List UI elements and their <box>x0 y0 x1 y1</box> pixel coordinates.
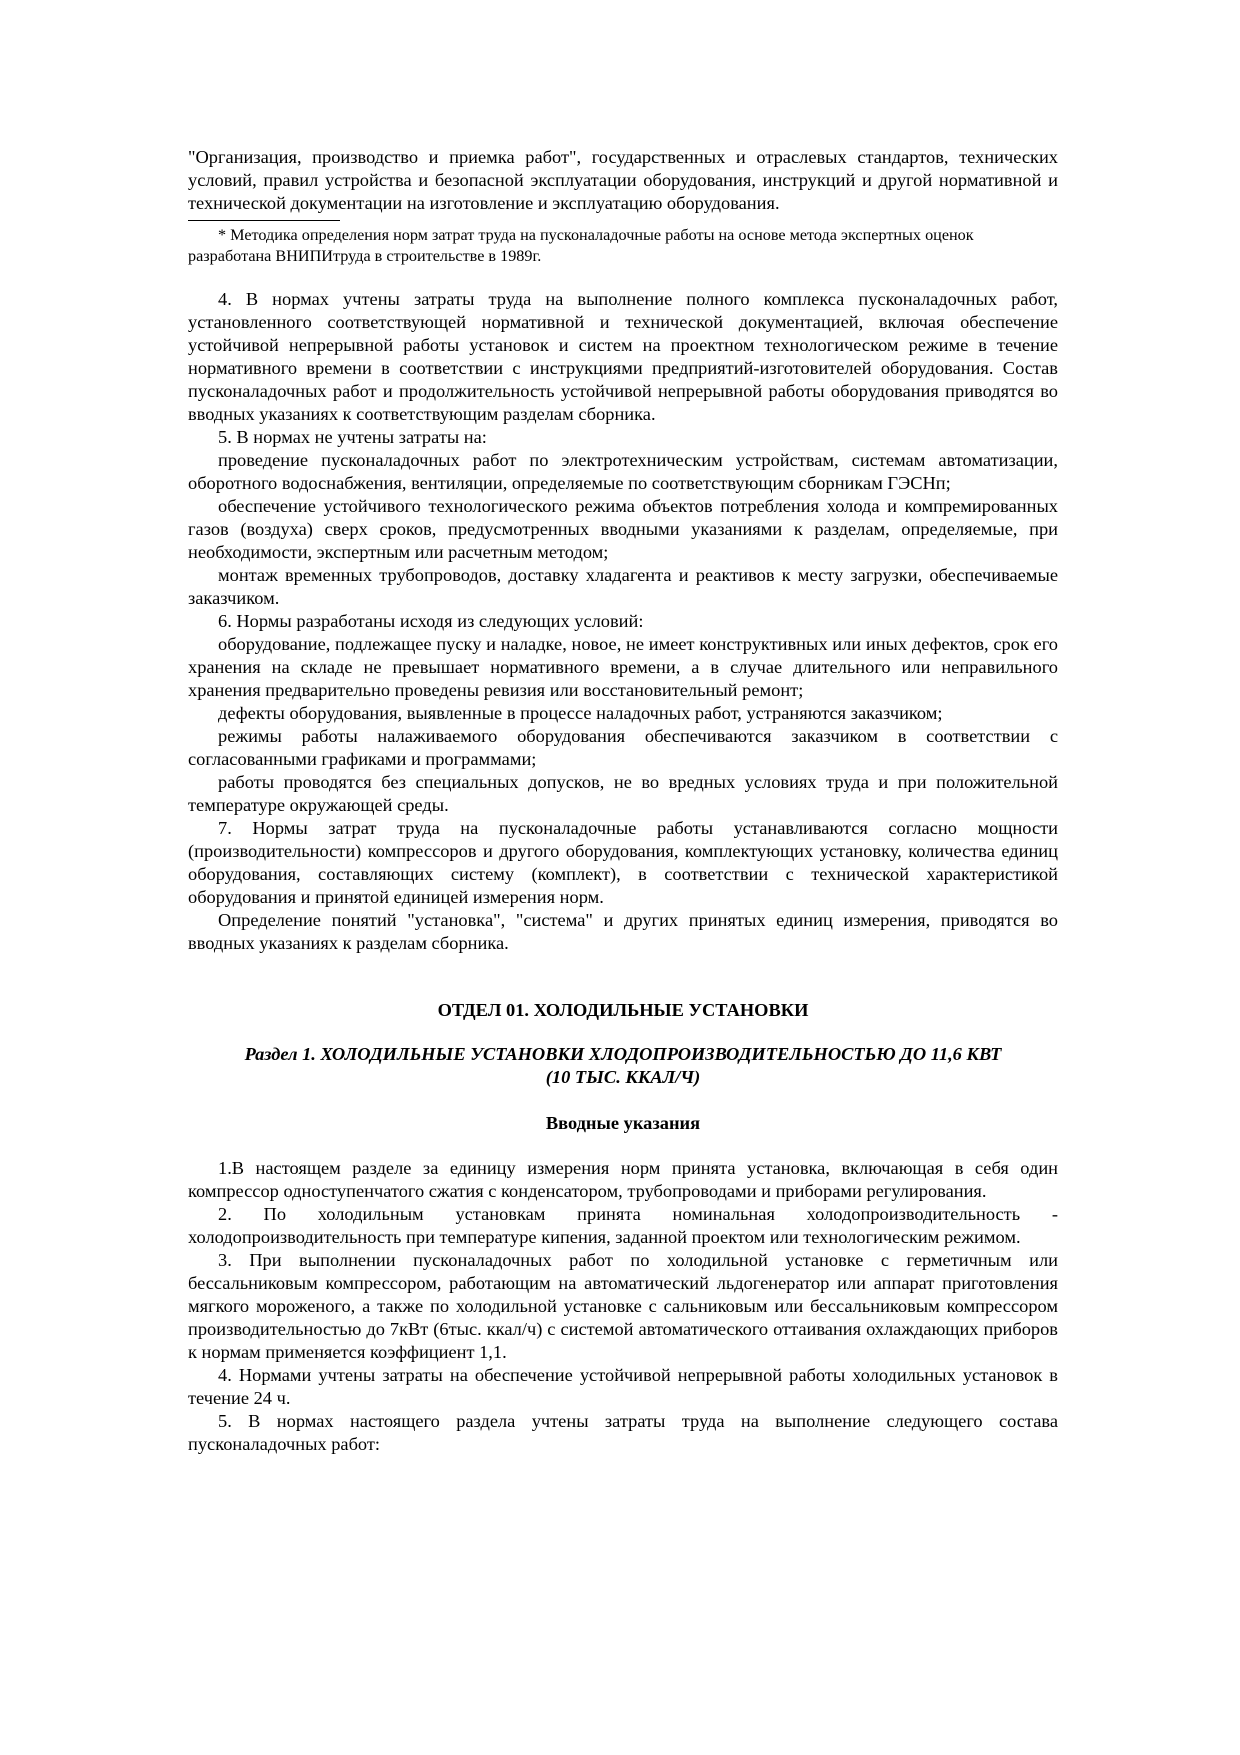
intro-paragraph: 4. Нормами учтены затраты на обеспечение устойчивой непрерывной работы холодильных установок в течение 24 ч. <box>188 1365 1058 1408</box>
list-item: монтаж временных трубопроводов, доставку хладагента и реактивов к месту загрузки, обеспечиваемые заказчиком. <box>188 565 1058 608</box>
intro-paragraph: 5. В нормах настоящего раздела учтены затраты труда на выполнение следующего состава пусконаладочных работ: <box>188 1411 1058 1454</box>
paragraph-norms-basis: 7. Нормы затрат труда на пусконаладочные работы устанавливаются согласно мощности (производительности) компрессоров и другого оборудования, комплектующих установку, количества единиц оборудования, составляющих систему (комплект), в соответствии с технической характеристикой оборудования и принятой единицей измерения норм. <box>188 818 1058 907</box>
footnote: * Методика определения норм затрат труда на пусконаладочные работы на основе метода экспертных оценок разработана ВНИПИтруда в строительстве в 1989г. <box>188 226 974 265</box>
list-item: оборудование, подлежащее пуску и наладке, новое, не имеет конструктивных или иных дефектов, срок его хранения на складе не превышает нормативного времени, а в случае длительного или неправильного хранения предварительно проведены ревизия или восстановительный ремонт; <box>188 634 1058 700</box>
list-item: проведение пусконаладочных работ по электротехническим устройствам, системам автоматизации, оборотного водоснабжения, вентиляции, определяемые по соответствующим сборникам ГЭСНп; <box>188 450 1058 493</box>
footnote-separator <box>188 220 340 221</box>
subsection-title <box>188 1043 1058 1089</box>
paragraph-norms-exclude: 5. В нормах не учтены затраты на: <box>218 427 487 447</box>
subsection-title-line: (10 ТЫС. ККАЛ/Ч) <box>545 1067 701 1087</box>
document-page <box>188 146 1058 1456</box>
continuation-paragraph: "Организация, производство и приемка работ", государственных и отраслевых стандартов, технических условий, правил устройства и безопасной эксплуатации оборудования, инструкций и другой нормативной и технической документации на изготовление и эксплуатацию оборудования. <box>188 147 1058 213</box>
list-item: дефекты оборудования, выявленные в процессе наладочных работ, устраняются заказчиком; <box>218 703 943 723</box>
list-item: обеспечение устойчивого технологического режима объектов потребления холода и компремированных газов (воздуха) сверх сроков, предусмотренных вводными указаниями к разделам, определяемые, при необходимости, экспертным или расчетным методом; <box>188 496 1058 562</box>
paragraph-conditions: 6. Нормы разработаны исходя из следующих условий: <box>218 611 644 631</box>
list-item: работы проводятся без специальных допусков, не во вредных условиях труда и при положительной температуре окружающей среды. <box>188 772 1058 815</box>
list-item: режимы работы налаживаемого оборудования обеспечиваются заказчиком в соответствии с согласованными графиками и программами; <box>188 726 1058 769</box>
intro-paragraph: 3. При выполнении пусконаладочных работ по холодильной установке с герметичным или бессальниковым компрессором, работающим на автоматический льдогенератор или аппарат приготовления мягкого мороженого, а также по холодильной установке с сальниковым или бессальниковым компрессором производительностью до 7кВт (6тыс. ккал/ч) с системой автоматического оттаивания охлаждающих приборов к нормам применяется коэффициент 1,1. <box>188 1250 1058 1362</box>
paragraph-definitions: Определение понятий "установка", "система" и других принятых единиц измерения, приводятся во вводных указаниях к разделам сборника. <box>188 910 1058 953</box>
intro-paragraph: 2. По холодильным установкам принята номинальная холодопроизводительность - холодопроизводительность при температуре кипения, заданной проектом или технологическим режимом. <box>188 1204 1058 1247</box>
section-title: ОТДЕЛ 01. ХОЛОДИЛЬНЫЕ УСТАНОВКИ <box>437 1000 809 1020</box>
subsection-title-line: Раздел 1. ХОЛОДИЛЬНЫЕ УСТАНОВКИ ХЛОДОПРОИЗВОДИТЕЛЬНОСТЬЮ ДО 11,6 КВТ <box>244 1044 1002 1064</box>
paragraph-norms-include: 4. В нормах учтены затраты труда на выполнение полного комплекса пусконаладочных работ, установленного соответствующей нормативной и технической документацией, включая обеспечение устойчивой непрерывной работы установок и систем на проектном технологическом режиме в течение нормативного времени в соответствии с инструкциями предприятий-изготовителей оборудования. Состав пусконаладочных работ и продолжительность устойчивой непрерывной работы оборудования приводятся во вводных указаниях к соответствующим разделам сборника. <box>188 289 1058 424</box>
intro-paragraph: 1.В настоящем разделе за единицу измерения норм принята установка, включающая в себя один компрессор одноступенчатого сжатия с конденсатором, трубопроводами и приборами регулирования. <box>188 1158 1058 1201</box>
intro-title: Вводные указания <box>545 1113 701 1133</box>
